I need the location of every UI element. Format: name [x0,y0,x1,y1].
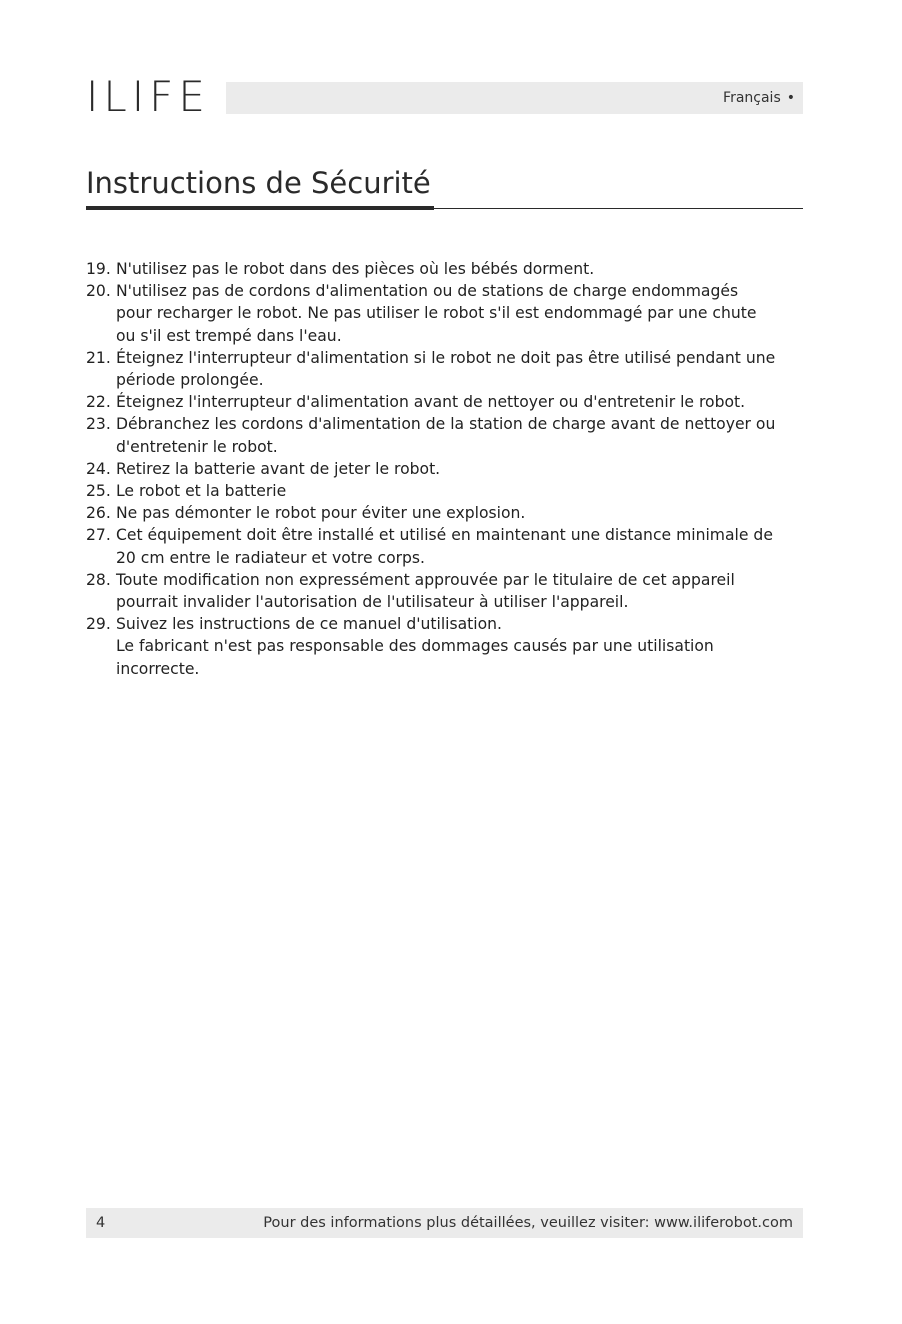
item-number [86,325,116,347]
list-item [86,524,806,546]
item-number: 22. [86,393,111,412]
item-number: 26. [86,504,111,523]
page-title: Instructions de Sécurité [86,166,431,200]
item-text: Toute modification non expressément approuvée par le titulaire de cet appareil [116,570,735,589]
item-number: 29. [86,615,111,634]
footer-bar [86,1208,803,1238]
item-number: 21. [86,348,111,367]
list-item [86,613,806,635]
list-item-continuation [86,436,806,458]
list-item-continuation [86,325,806,347]
bullet-icon: • [786,90,795,106]
footer-text: Pour des informations plus détaillées, veuillez visiter: www.iliferobot.com [263,1215,793,1231]
list-item-continuation [86,547,806,569]
list-item [86,413,806,435]
item-number: 28. [86,570,111,589]
list-item [86,502,806,524]
list-item-continuation [86,369,806,391]
list-item [86,391,806,413]
item-number [86,547,116,569]
item-text: Ne pas démonter le robot pour éviter une explosion. [116,504,526,523]
safety-instructions-list [86,258,806,680]
title-underline [86,206,434,210]
item-text: Le fabricant n'est pas responsable des dommages causés par une utilisation [116,637,714,656]
item-text: pour recharger le robot. Ne pas utiliser le robot s'il est endommagé par une chute [116,304,757,323]
item-text: Cet équipement doit être installé et utilisé en maintenant une distance minimale de [116,526,773,545]
list-item-continuation [86,635,806,657]
list-item-continuation [86,302,806,324]
list-item [86,458,806,480]
list-item-continuation [86,591,806,613]
item-text: Débranchez les cordons d'alimentation de la station de charge avant de nettoyer ou [116,415,776,434]
item-number [86,591,116,613]
item-text: incorrecte. [116,659,200,678]
item-number: 20. [86,282,111,301]
list-item-continuation [86,658,806,680]
page-number: 4 [96,1215,106,1231]
ilife-logo: ILIFE [86,72,210,121]
item-number [86,302,116,324]
item-number [86,369,116,391]
language-label: Français • [723,90,795,106]
item-text: N'utilisez pas le robot dans des pièces où les bébés dorment. [116,260,595,278]
item-text: période prolongée. [116,371,264,390]
item-number: 27. [86,526,111,545]
list-item [86,569,806,591]
list-item [86,258,806,280]
item-text: pourrait invalider l'autorisation de l'utilisateur à utiliser l'appareil. [116,593,629,612]
item-number [86,635,116,657]
item-text: N'utilisez pas de cordons d'alimentation ou de stations de charge endommagés [116,282,739,301]
item-number [86,658,116,680]
item-number: 19. [86,260,111,278]
item-text: d'entretenir le robot. [116,437,278,456]
list-item [86,347,806,369]
item-text: ou s'il est trempé dans l'eau. [116,326,342,345]
item-text: 20 cm entre le radiateur et votre corps. [116,548,425,567]
item-number: 25. [86,482,111,501]
list-item [86,280,806,302]
item-text: Éteignez l'interrupteur d'alimentation si le robot ne doit pas être utilisé pendant une [116,348,776,367]
item-number [86,436,116,458]
header-rule [434,208,803,209]
item-number: 23. [86,415,111,434]
item-text: Retirez la batterie avant de jeter le robot. [116,459,441,478]
header-bar [226,82,803,114]
item-number: 24. [86,459,111,478]
list-item [86,480,806,502]
item-text: Suivez les instructions de ce manuel d'utilisation. [116,615,503,634]
item-text: Éteignez l'interrupteur d'alimentation avant de nettoyer ou d'entretenir le robot. [116,393,746,412]
item-text: Le robot et la batterie [116,482,287,501]
